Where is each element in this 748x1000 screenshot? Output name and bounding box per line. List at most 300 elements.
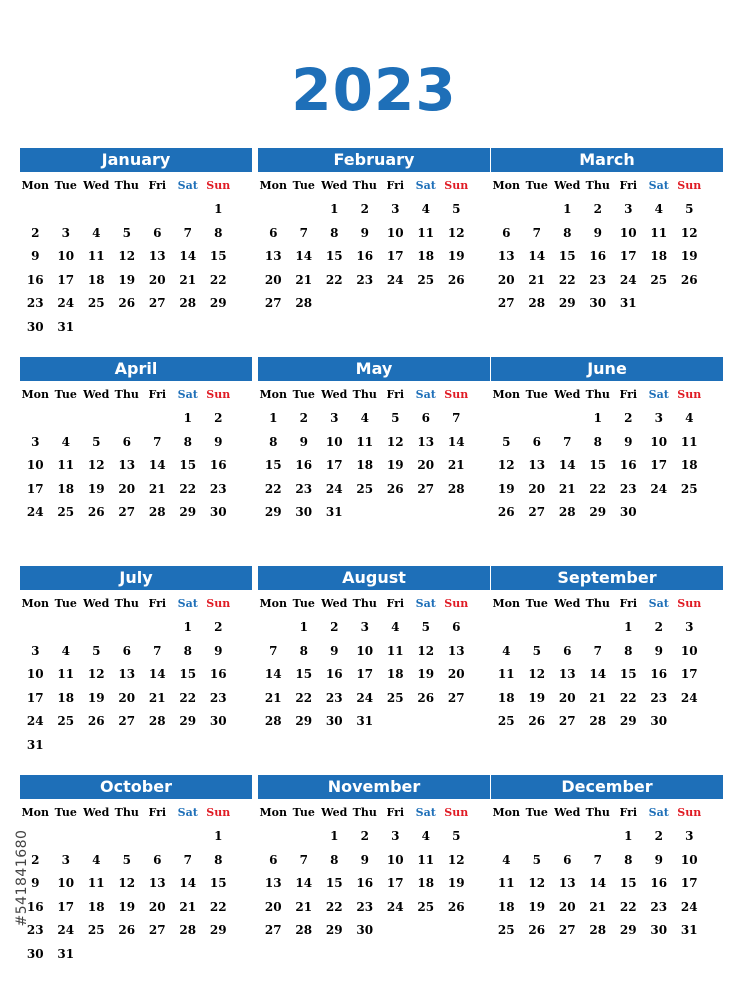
day-cell: 2 bbox=[593, 202, 602, 216]
day-cell: 24 bbox=[57, 923, 75, 938]
empty-cell bbox=[81, 825, 112, 849]
day-cell: 23 bbox=[356, 272, 374, 287]
day-cell: 7 bbox=[452, 411, 461, 425]
day-cell: 3 bbox=[31, 434, 40, 449]
day-cell: 20 bbox=[118, 690, 136, 705]
day-cell: 13 bbox=[497, 249, 515, 264]
day-cell: 27 bbox=[558, 923, 576, 938]
day-cell: 14 bbox=[148, 458, 166, 473]
weekday-label: Wed bbox=[554, 178, 581, 192]
weekday-label: Thu bbox=[352, 178, 377, 192]
day-cell: 24 bbox=[325, 481, 343, 496]
day-cell: 17 bbox=[26, 690, 44, 705]
day-cell: 6 bbox=[269, 852, 278, 867]
day-cell: 10 bbox=[26, 458, 44, 473]
day-cell: 15 bbox=[325, 876, 343, 891]
weekday-label: Mon bbox=[21, 805, 49, 819]
day-cell: 14 bbox=[447, 434, 465, 449]
day-cell: 8 bbox=[299, 643, 308, 658]
weekday-label: Sat bbox=[648, 805, 669, 819]
day-cell: 13 bbox=[118, 458, 136, 473]
day-cell: 1 bbox=[299, 620, 308, 634]
days-grid bbox=[491, 825, 723, 943]
day-cell: 26 bbox=[447, 272, 465, 287]
day-cell: 28 bbox=[295, 296, 313, 311]
day-cell: 29 bbox=[295, 714, 313, 729]
day-cell: 20 bbox=[148, 899, 166, 914]
weekday-label: Fri bbox=[148, 178, 167, 192]
weekday-label: Tue bbox=[525, 178, 548, 192]
month-header: November bbox=[258, 775, 490, 799]
day-cell: 19 bbox=[118, 272, 136, 287]
day-cell: 27 bbox=[264, 296, 282, 311]
day-cell: 15 bbox=[264, 458, 282, 473]
weekday-label: Fri bbox=[148, 596, 167, 610]
days-grid bbox=[258, 616, 490, 734]
day-cell: 9 bbox=[31, 876, 40, 891]
day-cell: 15 bbox=[558, 249, 576, 264]
weekday-label: Mon bbox=[259, 805, 287, 819]
day-cell: 23 bbox=[356, 899, 374, 914]
weekday-label: Mon bbox=[492, 178, 520, 192]
day-cell: 6 bbox=[122, 434, 131, 449]
day-cell: 21 bbox=[179, 899, 197, 914]
weekday-label: Mon bbox=[21, 596, 49, 610]
day-cell: 14 bbox=[589, 667, 607, 682]
weekday-row bbox=[491, 172, 723, 198]
day-cell: 19 bbox=[87, 690, 105, 705]
month-march bbox=[491, 148, 723, 316]
weekday-row bbox=[258, 590, 490, 616]
day-cell: 20 bbox=[118, 481, 136, 496]
day-cell: 8 bbox=[624, 643, 633, 658]
day-cell: 9 bbox=[31, 249, 40, 264]
day-cell: 6 bbox=[563, 643, 572, 658]
day-cell: 17 bbox=[680, 876, 698, 891]
day-cell: 19 bbox=[118, 899, 136, 914]
month-header: December bbox=[491, 775, 723, 799]
day-cell: 10 bbox=[680, 643, 698, 658]
day-cell: 19 bbox=[680, 249, 698, 264]
empty-cell bbox=[552, 407, 583, 431]
day-cell: 28 bbox=[295, 923, 313, 938]
day-cell: 18 bbox=[57, 481, 75, 496]
day-cell: 28 bbox=[528, 296, 546, 311]
day-cell: 25 bbox=[680, 481, 698, 496]
day-cell: 11 bbox=[417, 852, 435, 867]
day-cell: 25 bbox=[356, 481, 374, 496]
weekday-label: Sat bbox=[177, 596, 198, 610]
day-cell: 4 bbox=[421, 829, 430, 843]
day-cell: 28 bbox=[447, 481, 465, 496]
day-cell: 29 bbox=[589, 505, 607, 520]
day-cell: 2 bbox=[654, 620, 663, 634]
day-cell: 16 bbox=[295, 458, 313, 473]
month-header: March bbox=[491, 148, 723, 172]
weekday-label: Mon bbox=[259, 387, 287, 401]
day-cell: 20 bbox=[447, 667, 465, 682]
month-may bbox=[258, 357, 490, 525]
day-cell: 28 bbox=[148, 505, 166, 520]
day-cell: 16 bbox=[325, 667, 343, 682]
empty-cell bbox=[258, 198, 289, 222]
day-cell: 12 bbox=[680, 225, 698, 240]
weekday-label: Sun bbox=[444, 387, 469, 401]
empty-cell bbox=[491, 198, 522, 222]
day-cell: 13 bbox=[558, 667, 576, 682]
day-cell: 16 bbox=[356, 249, 374, 264]
day-cell: 16 bbox=[650, 667, 668, 682]
day-cell: 30 bbox=[619, 505, 637, 520]
day-cell: 9 bbox=[214, 434, 223, 449]
day-cell: 21 bbox=[589, 899, 607, 914]
weekday-label: Fri bbox=[619, 596, 638, 610]
day-cell: 26 bbox=[118, 923, 136, 938]
day-cell: 10 bbox=[325, 434, 343, 449]
day-cell: 30 bbox=[650, 714, 668, 729]
day-cell: 25 bbox=[497, 923, 515, 938]
day-cell: 17 bbox=[325, 458, 343, 473]
weekday-label: Sat bbox=[415, 805, 436, 819]
day-cell: 5 bbox=[391, 411, 400, 425]
day-cell: 7 bbox=[299, 852, 308, 867]
day-cell: 26 bbox=[87, 714, 105, 729]
day-cell: 10 bbox=[680, 852, 698, 867]
day-cell: 8 bbox=[330, 852, 339, 867]
empty-cell bbox=[522, 825, 553, 849]
day-cell: 10 bbox=[57, 249, 75, 264]
day-cell: 14 bbox=[264, 667, 282, 682]
empty-cell bbox=[142, 198, 173, 222]
day-cell: 24 bbox=[356, 690, 374, 705]
empty-cell bbox=[20, 407, 51, 431]
day-cell: 11 bbox=[497, 667, 515, 682]
day-cell: 5 bbox=[122, 852, 131, 867]
day-cell: 17 bbox=[386, 876, 404, 891]
weekday-label: Wed bbox=[321, 387, 348, 401]
day-cell: 30 bbox=[650, 923, 668, 938]
weekday-label: Mon bbox=[492, 596, 520, 610]
weekday-row bbox=[258, 172, 490, 198]
day-cell: 3 bbox=[360, 620, 369, 634]
day-cell: 15 bbox=[619, 876, 637, 891]
day-cell: 2 bbox=[31, 225, 40, 240]
day-cell: 30 bbox=[325, 714, 343, 729]
day-cell: 6 bbox=[532, 434, 541, 449]
day-cell: 20 bbox=[558, 899, 576, 914]
day-cell: 4 bbox=[360, 411, 369, 425]
empty-cell bbox=[522, 616, 553, 640]
day-cell: 22 bbox=[619, 899, 637, 914]
days-grid bbox=[20, 616, 252, 758]
day-cell: 20 bbox=[264, 899, 282, 914]
day-cell: 28 bbox=[179, 296, 197, 311]
day-cell: 8 bbox=[330, 225, 339, 240]
weekday-row bbox=[258, 799, 490, 825]
day-cell: 19 bbox=[528, 899, 546, 914]
day-cell: 1 bbox=[214, 829, 223, 843]
day-cell: 3 bbox=[685, 620, 694, 634]
day-cell: 17 bbox=[26, 481, 44, 496]
day-cell: 26 bbox=[680, 272, 698, 287]
day-cell: 15 bbox=[295, 667, 313, 682]
days-grid bbox=[258, 825, 490, 943]
day-cell: 12 bbox=[528, 876, 546, 891]
day-cell: 8 bbox=[593, 434, 602, 449]
day-cell: 6 bbox=[452, 620, 461, 634]
empty-cell bbox=[552, 825, 583, 849]
weekday-label: Sat bbox=[648, 596, 669, 610]
day-cell: 22 bbox=[325, 899, 343, 914]
day-cell: 24 bbox=[680, 690, 698, 705]
weekday-label: Sat bbox=[177, 805, 198, 819]
weekday-label: Wed bbox=[321, 178, 348, 192]
day-cell: 5 bbox=[421, 620, 430, 634]
weekday-label: Mon bbox=[259, 596, 287, 610]
day-cell: 3 bbox=[31, 643, 40, 658]
day-cell: 4 bbox=[654, 202, 663, 216]
day-cell: 31 bbox=[619, 296, 637, 311]
day-cell: 6 bbox=[269, 225, 278, 240]
weekday-label: Tue bbox=[54, 387, 77, 401]
day-cell: 12 bbox=[118, 249, 136, 264]
weekday-label: Tue bbox=[525, 805, 548, 819]
empty-cell bbox=[289, 198, 320, 222]
day-cell: 16 bbox=[589, 249, 607, 264]
day-cell: 22 bbox=[589, 481, 607, 496]
day-cell: 5 bbox=[532, 643, 541, 658]
day-cell: 1 bbox=[624, 620, 633, 634]
weekday-label: Wed bbox=[554, 387, 581, 401]
day-cell: 27 bbox=[148, 296, 166, 311]
days-grid bbox=[20, 407, 252, 525]
day-cell: 22 bbox=[179, 481, 197, 496]
day-cell: 9 bbox=[360, 852, 369, 867]
day-cell: 21 bbox=[264, 690, 282, 705]
day-cell: 22 bbox=[558, 272, 576, 287]
day-cell: 10 bbox=[57, 876, 75, 891]
day-cell: 19 bbox=[447, 249, 465, 264]
day-cell: 4 bbox=[61, 643, 70, 658]
weekday-label: Fri bbox=[619, 387, 638, 401]
day-cell: 15 bbox=[179, 667, 197, 682]
day-cell: 27 bbox=[417, 481, 435, 496]
weekday-label: Sun bbox=[206, 805, 231, 819]
day-cell: 21 bbox=[148, 481, 166, 496]
day-cell: 17 bbox=[680, 667, 698, 682]
day-cell: 7 bbox=[593, 852, 602, 867]
weekday-label: Sun bbox=[677, 805, 702, 819]
day-cell: 28 bbox=[148, 714, 166, 729]
empty-cell bbox=[81, 198, 112, 222]
day-cell: 16 bbox=[650, 876, 668, 891]
day-cell: 27 bbox=[118, 714, 136, 729]
empty-cell bbox=[491, 616, 522, 640]
weekday-label: Wed bbox=[83, 178, 110, 192]
day-cell: 26 bbox=[528, 923, 546, 938]
empty-cell bbox=[522, 407, 553, 431]
day-cell: 23 bbox=[650, 690, 668, 705]
day-cell: 26 bbox=[497, 505, 515, 520]
day-cell: 16 bbox=[619, 458, 637, 473]
day-cell: 6 bbox=[502, 225, 511, 240]
day-cell: 18 bbox=[497, 899, 515, 914]
day-cell: 6 bbox=[153, 225, 162, 240]
day-cell: 23 bbox=[26, 296, 44, 311]
day-cell: 24 bbox=[26, 505, 44, 520]
day-cell: 11 bbox=[57, 667, 75, 682]
day-cell: 24 bbox=[26, 714, 44, 729]
weekday-label: Tue bbox=[292, 387, 315, 401]
day-cell: 18 bbox=[650, 249, 668, 264]
month-april bbox=[20, 357, 252, 525]
empty-cell bbox=[583, 825, 614, 849]
day-cell: 18 bbox=[57, 690, 75, 705]
day-cell: 14 bbox=[589, 876, 607, 891]
day-cell: 19 bbox=[87, 481, 105, 496]
day-cell: 11 bbox=[417, 225, 435, 240]
day-cell: 9 bbox=[593, 225, 602, 240]
day-cell: 23 bbox=[325, 690, 343, 705]
day-cell: 7 bbox=[269, 643, 278, 658]
month-header: August bbox=[258, 566, 490, 590]
day-cell: 1 bbox=[183, 411, 192, 425]
day-cell: 13 bbox=[148, 876, 166, 891]
day-cell: 17 bbox=[356, 667, 374, 682]
empty-cell bbox=[112, 616, 143, 640]
day-cell: 20 bbox=[264, 272, 282, 287]
day-cell: 21 bbox=[589, 690, 607, 705]
day-cell: 1 bbox=[563, 202, 572, 216]
weekday-label: Tue bbox=[525, 596, 548, 610]
weekday-row bbox=[491, 590, 723, 616]
month-july bbox=[20, 566, 252, 758]
day-cell: 3 bbox=[61, 852, 70, 867]
day-cell: 16 bbox=[209, 667, 227, 682]
day-cell: 23 bbox=[209, 481, 227, 496]
day-cell: 25 bbox=[650, 272, 668, 287]
day-cell: 2 bbox=[214, 620, 223, 634]
day-cell: 27 bbox=[447, 690, 465, 705]
month-december bbox=[491, 775, 723, 943]
day-cell: 18 bbox=[87, 272, 105, 287]
day-cell: 3 bbox=[685, 829, 694, 843]
day-cell: 11 bbox=[87, 249, 105, 264]
day-cell: 10 bbox=[650, 434, 668, 449]
day-cell: 1 bbox=[269, 411, 278, 425]
day-cell: 1 bbox=[330, 829, 339, 843]
day-cell: 13 bbox=[148, 249, 166, 264]
month-november bbox=[258, 775, 490, 943]
day-cell: 13 bbox=[264, 876, 282, 891]
day-cell: 19 bbox=[528, 690, 546, 705]
weekday-label: Sun bbox=[444, 805, 469, 819]
day-cell: 19 bbox=[497, 481, 515, 496]
day-cell: 6 bbox=[421, 411, 430, 425]
day-cell: 16 bbox=[26, 899, 44, 914]
day-cell: 25 bbox=[57, 505, 75, 520]
day-cell: 4 bbox=[685, 411, 694, 425]
day-cell: 15 bbox=[589, 458, 607, 473]
empty-cell bbox=[173, 825, 204, 849]
weekday-label: Wed bbox=[83, 805, 110, 819]
day-cell: 14 bbox=[179, 249, 197, 264]
day-cell: 31 bbox=[680, 923, 698, 938]
day-cell: 23 bbox=[26, 923, 44, 938]
day-cell: 24 bbox=[386, 899, 404, 914]
weekday-row bbox=[20, 172, 252, 198]
empty-cell bbox=[112, 198, 143, 222]
day-cell: 2 bbox=[624, 411, 633, 425]
day-cell: 31 bbox=[325, 505, 343, 520]
day-cell: 4 bbox=[92, 225, 101, 240]
day-cell: 24 bbox=[680, 899, 698, 914]
empty-cell bbox=[491, 407, 522, 431]
day-cell: 12 bbox=[87, 458, 105, 473]
day-cell: 22 bbox=[209, 272, 227, 287]
empty-cell bbox=[522, 198, 553, 222]
day-cell: 3 bbox=[624, 202, 633, 216]
weekday-label: Wed bbox=[83, 387, 110, 401]
day-cell: 29 bbox=[325, 923, 343, 938]
day-cell: 8 bbox=[183, 434, 192, 449]
month-header: July bbox=[20, 566, 252, 590]
day-cell: 2 bbox=[31, 852, 40, 867]
empty-cell bbox=[81, 616, 112, 640]
weekday-label: Mon bbox=[492, 805, 520, 819]
weekday-label: Tue bbox=[292, 178, 315, 192]
weekday-label: Sun bbox=[444, 178, 469, 192]
day-cell: 26 bbox=[118, 296, 136, 311]
weekday-label: Sun bbox=[677, 178, 702, 192]
day-cell: 25 bbox=[417, 899, 435, 914]
weekday-label: Fri bbox=[619, 178, 638, 192]
day-cell: 15 bbox=[325, 249, 343, 264]
day-cell: 10 bbox=[356, 643, 374, 658]
day-cell: 16 bbox=[356, 876, 374, 891]
day-cell: 15 bbox=[619, 667, 637, 682]
day-cell: 23 bbox=[650, 899, 668, 914]
day-cell: 18 bbox=[497, 690, 515, 705]
day-cell: 5 bbox=[502, 434, 511, 449]
day-cell: 5 bbox=[122, 225, 131, 240]
weekday-label: Fri bbox=[619, 805, 638, 819]
day-cell: 27 bbox=[264, 923, 282, 938]
day-cell: 26 bbox=[417, 690, 435, 705]
day-cell: 29 bbox=[619, 714, 637, 729]
empty-cell bbox=[142, 616, 173, 640]
day-cell: 15 bbox=[179, 458, 197, 473]
month-header: October bbox=[20, 775, 252, 799]
weekday-label: Sat bbox=[177, 387, 198, 401]
day-cell: 27 bbox=[558, 714, 576, 729]
day-cell: 8 bbox=[214, 852, 223, 867]
day-cell: 12 bbox=[447, 225, 465, 240]
empty-cell bbox=[142, 407, 173, 431]
day-cell: 10 bbox=[386, 225, 404, 240]
weekday-label: Fri bbox=[386, 387, 405, 401]
empty-cell bbox=[258, 616, 289, 640]
weekday-label: Sun bbox=[677, 387, 702, 401]
day-cell: 7 bbox=[183, 225, 192, 240]
weekday-label: Sun bbox=[206, 387, 231, 401]
day-cell: 1 bbox=[624, 829, 633, 843]
day-cell: 7 bbox=[563, 434, 572, 449]
day-cell: 8 bbox=[563, 225, 572, 240]
empty-cell bbox=[51, 825, 82, 849]
day-cell: 23 bbox=[619, 481, 637, 496]
day-cell: 18 bbox=[680, 458, 698, 473]
